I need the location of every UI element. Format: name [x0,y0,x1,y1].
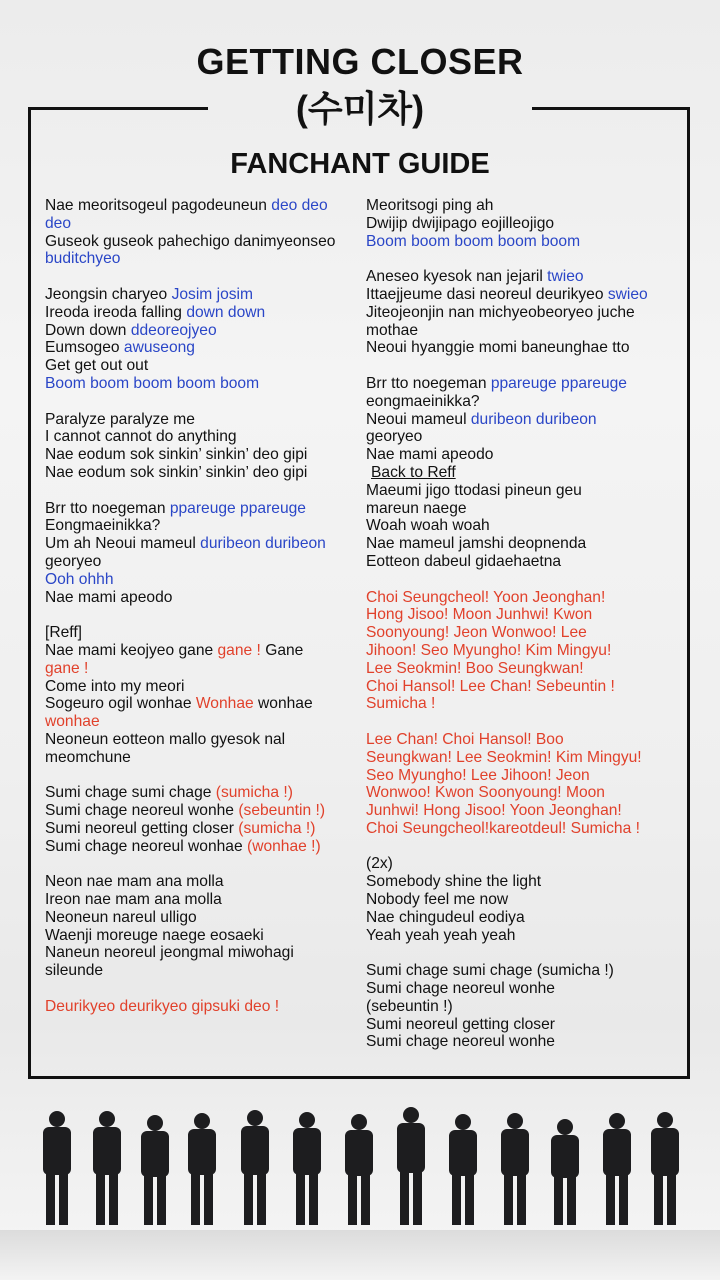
lyric-line [366,660,678,678]
frame-line [28,107,208,110]
chant-blue: deo deo [271,197,328,214]
lyric-text: Ireon nae mam ana molla [45,891,222,909]
lyric-text: Aneseo kyesok nan jejaril [366,268,548,286]
group-silhouettes-image [35,1105,685,1230]
lyric-line [366,855,678,873]
lyric-text: Nae mami apeodo [45,588,173,606]
chant-red: Choi Seungcheol! Yoon Jeonghan! [366,588,606,606]
lyric-text: Jiteojeonjin nan michyeobeoryeo juche [366,303,635,321]
lyric-text: Guseok guseok pahechigo danimyeonseo [45,232,336,250]
chant-red: (wonhae !) [247,837,321,855]
lyric-line [366,962,678,980]
lyric-text: Neon nae mam ana molla [45,873,224,891]
lyric-line [45,357,360,375]
lyric-line [45,339,360,357]
lyric-text: Neoneun nareul ulligo [45,908,197,926]
chant-blue: deo [45,214,72,232]
lyric-text: sileunde [45,962,104,980]
lyric-line [366,642,678,660]
lyric-line [45,749,360,767]
lyric-line [366,268,678,286]
lyric-text: I cannot cannot do anything [45,428,237,446]
lyric-line [366,553,678,571]
chant-blue: duribeon duribeon [200,535,326,553]
lyric-line [45,286,360,304]
lyric-line [45,731,360,749]
lyric-text: Nae eodum sok sinkin’ sinkin’ deo gipi [45,446,308,464]
lyric-text: Nae eodum sok sinkin’ sinkin’ deo gipi [45,463,308,481]
stanza-gap [45,606,360,624]
lyric-line [45,571,360,589]
stanza-gap [366,944,678,962]
lyric-line [366,428,678,446]
lyric-text: Meoritsogi ping ah [366,197,494,214]
lyric-text: Nae mameul jamshi deopnenda [366,535,587,553]
lyric-line [366,749,678,767]
lyric-text: Um ah Neoui mameul [45,535,201,553]
lyric-line [45,642,360,660]
lyric-line [45,215,360,233]
lyric-line [366,606,678,624]
lyric-text: Nae mami apeodo [366,446,494,464]
lyric-line [45,802,360,820]
chant-blue: ddeoreojyeo [130,321,217,339]
lyric-line [45,660,360,678]
lyric-line [366,446,678,464]
lyric-line [45,446,360,464]
lyric-text: Sumi chage sumi chage (sumicha !) [366,962,614,980]
lyric-line [366,820,678,838]
lyric-line [366,909,678,927]
member-silhouette [603,1113,631,1225]
frame-line [28,1076,690,1079]
lyric-line [366,322,678,340]
lyric-text: Sumi chage neoreul wonhe [366,980,555,998]
chant-blue: Boom boom boom boom boom [366,232,581,250]
lyric-text: Nae mami keojyeo gane [45,641,218,659]
lyric-line [366,535,678,553]
lyric-text: Eotteon dabeul gidaehaetna [366,552,562,570]
lyric-line [45,428,360,446]
lyric-line [366,286,678,304]
lyric-line [45,962,360,980]
chant-blue: twieo [547,268,584,286]
chant-red: Choi Hansol! Lee Chan! Sebeuntin ! [366,677,615,695]
lyric-line [366,1033,678,1051]
lyric-text: Yeah yeah yeah yeah [366,926,516,944]
lyric-text: Woah woah woah [366,517,490,535]
lyric-text: Dwijip dwijipago eojilleojigo [366,214,555,232]
lyric-text: [Reff] [45,624,82,642]
lyric-text: Sumi chage neoreul wonhe [366,1033,555,1051]
lyric-line [366,375,678,393]
lyric-line [366,802,678,820]
member-silhouette [449,1114,477,1225]
member-silhouette [501,1113,529,1225]
stanza-gap [366,838,678,856]
stanza-gap [45,855,360,873]
lyric-text: eongmaeinikka? [366,392,480,410]
lyric-line [366,589,678,607]
lyric-text: wonhae [253,695,313,713]
chant-red: Wonhae [195,695,254,713]
chant-red: Junhwi! Hong Jisoo! Yoon Jeonghan! [366,802,622,820]
lyric-text: Sogeuro ogil wonhae [45,695,196,713]
member-silhouette [93,1111,121,1225]
chant-blue: awuseong [123,339,195,357]
lyric-line [45,624,360,642]
stanza-gap [45,767,360,785]
lyric-line [45,304,360,322]
lyric-line [45,517,360,535]
chant-red: gane ! [217,641,261,659]
floor-reflection [0,1230,720,1280]
chant-blue: ppareuge ppareuge [490,374,627,392]
back-to-reff-link[interactable]: Back to Reff [371,463,456,481]
frame-line [28,107,31,1079]
lyric-line [366,233,678,251]
lyric-line [366,998,678,1016]
chant-red: Wonwoo! Kwon Soonyoung! Moon [366,784,605,802]
lyric-line [366,411,678,429]
lyric-line [366,980,678,998]
chant-red: Sumicha ! [366,695,436,713]
lyric-text: Sumi neoreul getting closer [45,819,239,837]
lyric-line [45,873,360,891]
chant-blue: duribeon duribeon [470,410,597,428]
lyric-text: Somebody shine the light [366,873,542,891]
chant-red: (sumicha !) [238,819,316,837]
lyric-line [45,678,360,696]
stanza-gap [366,357,678,375]
member-silhouette [188,1113,216,1225]
lyric-text: Eongmaeinikka? [45,517,161,535]
lyric-text: (sebeuntin !) [366,997,453,1015]
chant-red: Lee Seokmin! Boo Seungkwan! [366,659,584,677]
lyric-line [45,553,360,571]
member-silhouette [241,1110,269,1225]
chant-blue: Boom boom boom boom boom [45,374,260,392]
lyric-line [366,767,678,785]
lyric-line [366,695,678,713]
chant-blue: Josim josim [171,285,254,303]
stanza-gap [366,250,678,268]
header [0,40,720,132]
chant-blue: down down [186,303,266,321]
lyric-text: Ireoda ireoda falling [45,303,187,321]
song-title: GETTING CLOSER [196,41,524,82]
lyric-text: Maeumi jigo ttodasi pineun geu [366,481,582,499]
chant-red: Seo Myungho! Lee Jihoon! Jeon [366,766,590,784]
stanza-gap [45,268,360,286]
chant-red: Hong Jisoo! Moon Junhwi! Kwon [366,606,593,624]
lyric-line [45,909,360,927]
lyric-line [45,250,360,268]
lyric-line [366,197,678,215]
lyric-line [45,322,360,340]
lyric-line [366,624,678,642]
lyric-line [45,784,360,802]
lyric-text: Nae chingudeul eodiya [366,908,525,926]
lyric-text: Eumsogeo [45,339,124,357]
stanza-gap [45,393,360,411]
chant-red: Deurikyeo deurikyeo gipsuki deo ! [45,997,280,1015]
chant-red: Soonyoung! Jeon Wonwoo! Lee [366,624,587,642]
lyric-line [45,891,360,909]
lyric-line [45,927,360,945]
lyric-text: Neoneun eotteon mallo gyesok nal [45,730,286,748]
chant-red: Choi Seungcheol!kareotdeul! Sumicha ! [366,819,640,837]
member-silhouette [397,1107,425,1225]
member-silhouette [651,1112,679,1225]
lyric-line [45,695,360,713]
lyric-text: Paralyze paralyze me [45,410,195,428]
lyric-text: Nobody feel me now [366,891,509,909]
lyric-text: Waenji moreuge naege eosaeki [45,926,264,944]
lyric-text: Sumi chage neoreul wonhae [45,837,247,855]
chant-red: (sebeuntin !) [238,802,326,820]
lyric-line [366,500,678,518]
lyric-text: (2x) [366,855,393,873]
lyric-line [366,304,678,322]
lyric-line [366,393,678,411]
lyric-text: georyeo [45,552,102,570]
lyric-text: Get get out out [45,357,149,375]
lyric-line [45,998,360,1016]
lyric-text: Brr tto noegeman [366,374,491,392]
lyrics-left-column [45,197,360,1016]
lyric-text: mareun naege [366,499,467,517]
stanza-gap [45,980,360,998]
lyric-text: Come into my meori [45,677,185,695]
lyric-text: mothae [366,321,419,339]
chant-red: Lee Chan! Choi Hansol! Boo [366,730,564,748]
lyric-text: georyeo [366,428,423,446]
lyric-text: Nae meoritsogeul pagodeuneun [45,197,272,214]
lyric-line [45,589,360,607]
lyric-line [45,197,360,215]
member-silhouette [43,1111,71,1225]
frame-line [532,107,690,110]
lyric-line [45,464,360,482]
member-silhouette [551,1119,579,1225]
member-silhouette [345,1114,373,1225]
lyric-line [366,517,678,535]
lyric-line [45,944,360,962]
chant-red: Seungkwan! Lee Seokmin! Kim Mingyu! [366,748,642,766]
chant-blue: swieo [607,285,648,303]
lyric-line [366,464,678,482]
lyric-line [366,215,678,233]
lyric-line [45,411,360,429]
lyric-line [45,820,360,838]
chant-blue: ppareuge ppareuge [169,499,306,517]
stanza-gap [366,571,678,589]
lyric-line [366,873,678,891]
lyric-line [45,838,360,856]
lyric-text: Sumi chage neoreul wonhe [45,802,239,820]
frame-line [687,107,690,1079]
member-silhouette [293,1112,321,1225]
lyric-line [45,375,360,393]
member-silhouette [141,1115,169,1225]
lyric-text: Jeongsin charyeo [45,285,172,303]
chant-red: (sumicha !) [215,784,293,802]
lyric-text: Naneun neoreul jeongmal miwohagi [45,944,294,962]
lyric-text: Neoui mameul [366,410,471,428]
lyric-text: Neoui hyanggie momi baneunghae tto [366,339,630,357]
chant-blue: Ooh ohhh [45,570,114,588]
lyric-line [366,1016,678,1034]
lyric-text: Gane [260,641,304,659]
lyric-line [366,731,678,749]
lyric-line [45,500,360,518]
lyrics-right-column [366,197,678,1051]
chant-red: wonhae [45,713,100,731]
chant-red: gane ! [45,659,89,677]
lyric-text: meomchune [45,748,131,766]
lyric-text: Ittaejjeume dasi neoreul deurikyeo [366,285,608,303]
lyric-text: Down down [45,321,131,339]
stanza-gap [45,482,360,500]
chant-red: Jihoon! Seo Myungho! Kim Mingyu! [366,641,612,659]
lyric-text: Sumi chage sumi chage [45,784,216,802]
lyric-line [366,482,678,500]
fanchant-guide-heading: FANCHANT GUIDE [230,148,490,180]
lyric-line [366,927,678,945]
chant-blue: buditchyeo [45,250,121,268]
lyric-text: Brr tto noegeman [45,499,170,517]
lyric-line [366,891,678,909]
lyric-line [45,713,360,731]
stanza-gap [366,713,678,731]
lyric-line [366,678,678,696]
lyric-line [366,784,678,802]
lyric-text: Sumi neoreul getting closer [366,1015,555,1033]
song-subtitle: (수미차) [295,88,425,129]
lyric-line [45,535,360,553]
lyric-line [45,233,360,251]
lyric-line [366,339,678,357]
